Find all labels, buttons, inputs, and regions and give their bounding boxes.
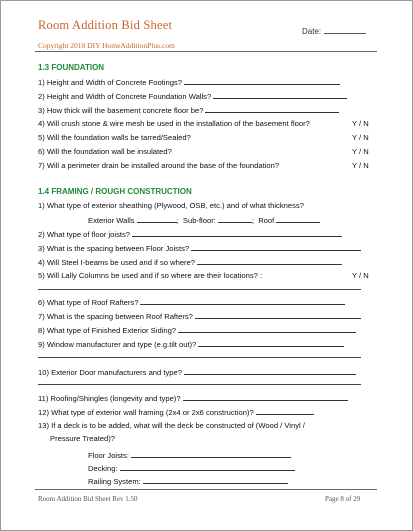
- answer-blank: [143, 476, 288, 484]
- answer-blank: [120, 463, 295, 471]
- answer-blank: [184, 77, 340, 85]
- footer-rule: [35, 489, 377, 490]
- exterior-walls-label: Exterior Walls: [88, 216, 135, 225]
- answer-blank: [131, 450, 291, 458]
- copyright-text: Copyright 2010 DIY HomeAdditionPlus.com: [38, 41, 175, 50]
- framing-q11-text: 11) Roofing/Shingles (longevity and type)?: [38, 394, 181, 403]
- answer-blank: [198, 339, 344, 347]
- framing-q4-text: 4) Will Steel I-beams be used and if so where?: [38, 258, 196, 267]
- decking-field: [88, 463, 295, 473]
- answer-blank: [276, 215, 320, 223]
- framing-q5: [38, 271, 262, 280]
- framing-q7: [38, 311, 361, 321]
- foundation-q6-yn: Y / N: [352, 147, 369, 156]
- framing-q9-text: 9) Window manufacturer and type (e.g.tilt out)?: [38, 340, 197, 349]
- framing-q1: 1) What type of exterior sheathing (Plywood, OSB, etc.) and of what thickness?: [38, 201, 304, 210]
- framing-q2: [38, 229, 342, 239]
- page-title: Room Addition Bid Sheet: [38, 18, 173, 32]
- framing-q1-fields: Exterior Walls ; Sub-floor: ; Roof: [88, 215, 320, 225]
- framing-q9: [38, 339, 344, 349]
- foundation-q1: [38, 77, 340, 87]
- decking-label: Decking:: [88, 464, 118, 473]
- framing-q13: 13) If a deck is to be added, what will the deck be constructed of (Wood / Vinyl /: [38, 421, 305, 430]
- answer-blank: [197, 257, 342, 265]
- subfloor-label: Sub-floor:: [182, 216, 216, 225]
- framing-q5-text: 5) Will Lally Columns be used and if so where are their locations? :: [38, 271, 263, 280]
- framing-q6-text: 6) What type of Roof Rafters?: [38, 298, 139, 307]
- date-label: Date:: [302, 27, 322, 36]
- page-number: Page 8 of 29: [325, 495, 361, 503]
- foundation-q5: [38, 133, 191, 142]
- foundation-q2: [38, 91, 347, 101]
- answer-blank: [256, 407, 314, 415]
- framing-q3-text: 3) What is the spacing between Floor Joists?: [38, 244, 190, 253]
- framing-q13-cont: Pressure Treated)?: [50, 434, 115, 443]
- floor-joists-label: Floor Joists:: [88, 451, 129, 460]
- foundation-q4-yn: Y / N: [352, 119, 369, 128]
- date-field: [302, 26, 366, 36]
- floor-joists-field: [88, 450, 291, 460]
- framing-q10: [38, 367, 356, 377]
- answer-line: [38, 384, 361, 385]
- answer-blank: [191, 243, 361, 251]
- foundation-q2-text: 2) Height and Width of Concrete Foundation Walls?: [38, 92, 212, 101]
- answer-blank: [184, 367, 356, 375]
- framing-q5-yn: Y / N: [352, 271, 369, 280]
- footer-left: Room Addition Bid Sheet Rev 1.50: [38, 495, 138, 503]
- framing-q2-text: 2) What type of floor joists?: [38, 230, 131, 239]
- answer-blank: [218, 215, 252, 223]
- foundation-q1-text: 1) Height and Width of Concrete Footings?: [38, 78, 182, 87]
- framing-heading: 1.4 FRAMING / ROUGH CONSTRUCTION: [38, 187, 192, 196]
- answer-blank: [205, 105, 339, 113]
- framing-q8: [38, 325, 356, 335]
- framing-q10-text: 10) Exterior Door manufacturers and type?: [38, 368, 182, 377]
- foundation-q4-text: 4) Will crush stone & wire mesh be used in the installation of the basement floor?: [38, 119, 310, 128]
- foundation-q3-text: 3) How thick will the basement concrete floor be?: [38, 106, 204, 115]
- framing-q6: [38, 297, 345, 307]
- foundation-q5-yn: Y / N: [352, 133, 369, 142]
- foundation-q6-text: 6) Will the foundation wall be insulated?: [38, 147, 172, 156]
- answer-blank: [140, 297, 345, 305]
- foundation-q3: [38, 105, 339, 115]
- framing-q4: [38, 257, 342, 267]
- foundation-q4: [38, 119, 310, 128]
- answer-blank: [137, 215, 177, 223]
- railing-label: Railing System:: [88, 477, 141, 486]
- framing-q8-text: 8) What type of Finished Exterior Siding?: [38, 326, 177, 335]
- framing-q12: [38, 407, 314, 417]
- answer-blank: [213, 91, 347, 99]
- foundation-q7-text: 7) Will a perimeter drain be installed around the base of the foundation?: [38, 161, 280, 170]
- foundation-q7: [38, 161, 279, 170]
- framing-q7-text: 7) What is the spacing between Roof Rafters?: [38, 312, 193, 321]
- framing-q12-text: 12) What type of exterior wall framing (2x4 or 2x6 construction)?: [38, 408, 254, 417]
- railing-field: [88, 476, 288, 486]
- answer-blank: [132, 229, 342, 237]
- header-rule: [35, 51, 377, 52]
- foundation-q7-yn: Y / N: [352, 161, 369, 170]
- foundation-heading: 1.3 FOUNDATION: [38, 63, 105, 72]
- answer-blank: [195, 311, 361, 319]
- framing-q3: [38, 243, 361, 253]
- framing-q11: [38, 393, 348, 403]
- answer-blank: [178, 325, 356, 333]
- roof-label: Roof: [258, 216, 275, 225]
- foundation-q5-text: 5) Will the foundation walls be tarred/Sealed?: [38, 133, 191, 142]
- answer-line: [38, 357, 361, 358]
- foundation-q6: [38, 147, 172, 156]
- answer-line: [38, 289, 361, 290]
- answer-blank: [183, 393, 348, 401]
- date-blank: [324, 26, 366, 34]
